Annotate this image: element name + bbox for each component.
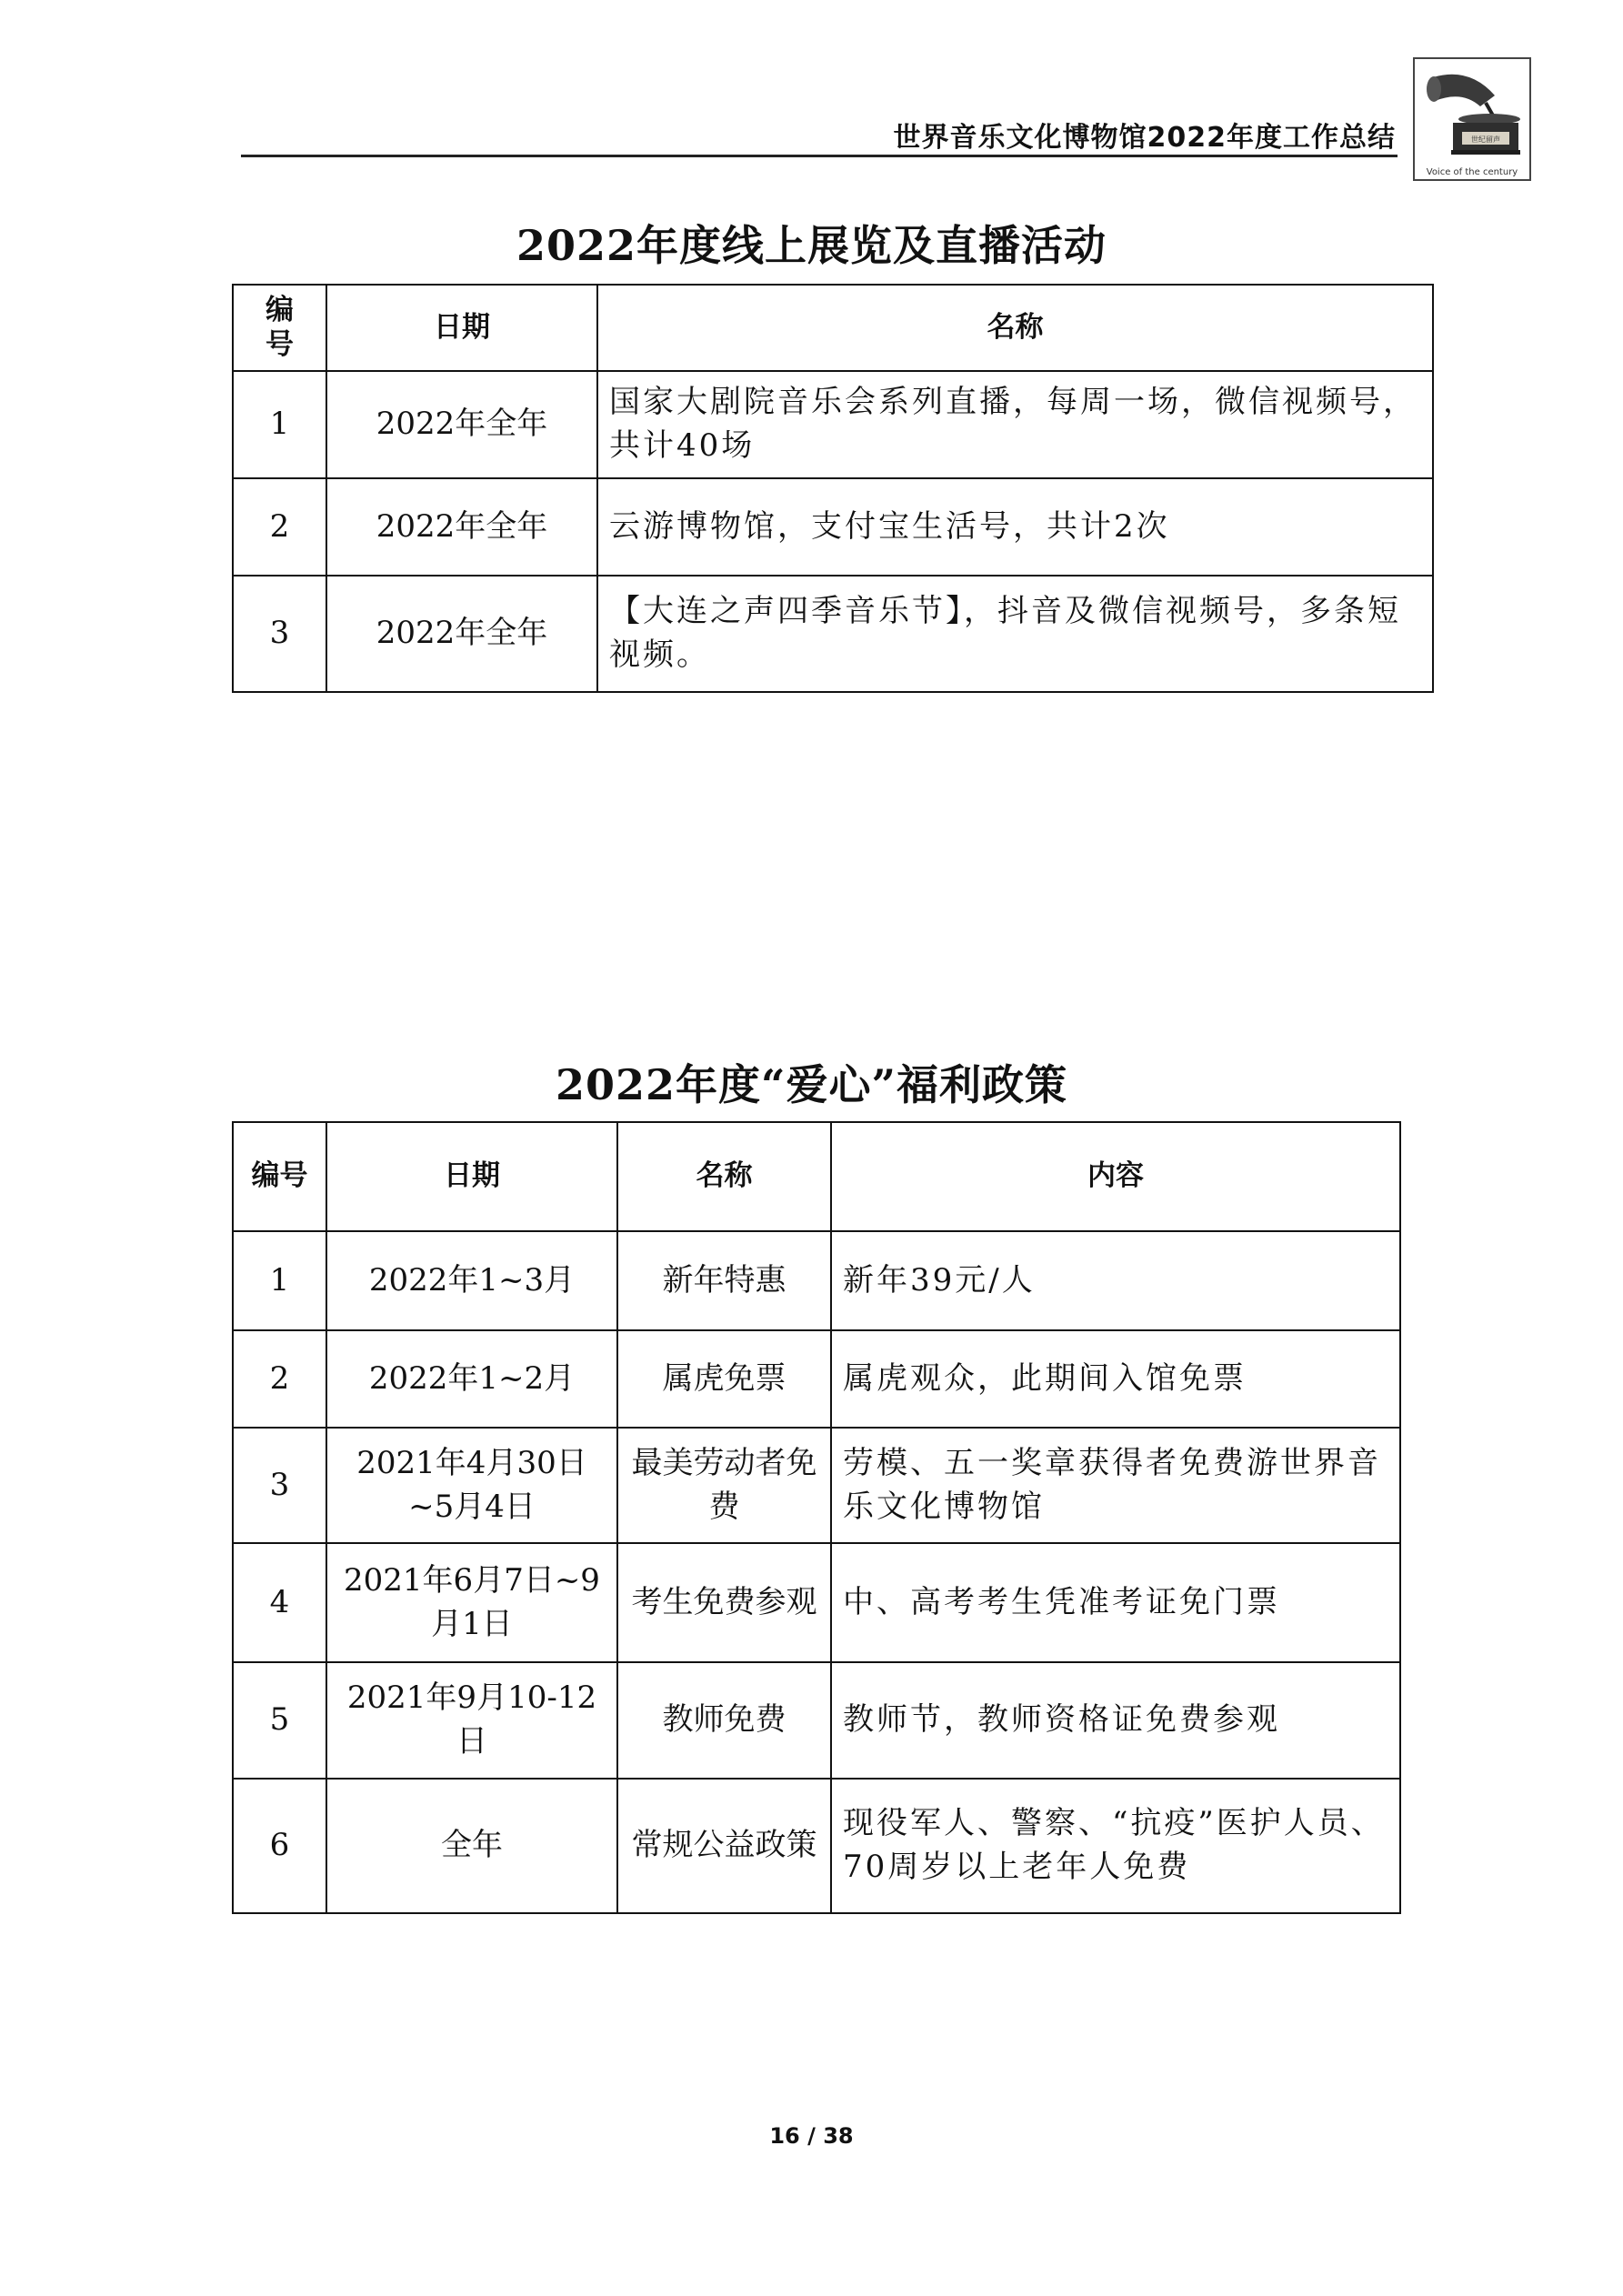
row-name: 云游博物馆，支付宝生活号，共计2次 bbox=[597, 478, 1433, 576]
col-header-date: 日期 bbox=[326, 1122, 617, 1231]
row-date: 全年 bbox=[326, 1779, 617, 1913]
logo-caption: Voice of the century bbox=[1426, 167, 1518, 177]
table-row bbox=[233, 371, 1433, 478]
row-date: 2021年6月7日~9月1日 bbox=[326, 1543, 617, 1662]
row-date: 2022年全年 bbox=[326, 576, 597, 692]
row-name: 教师免费 bbox=[617, 1662, 831, 1779]
table-header-row bbox=[233, 1122, 1400, 1231]
table-row bbox=[233, 1428, 1400, 1543]
table-row bbox=[233, 478, 1433, 576]
col-header-name: 名称 bbox=[597, 285, 1433, 371]
row-content: 属虎观众，此期间入馆免票 bbox=[831, 1330, 1400, 1428]
row-number: 3 bbox=[233, 1428, 326, 1543]
row-date: 2022年1~3月 bbox=[326, 1231, 617, 1330]
table2-title: 2022年度“爱心”福利政策 bbox=[556, 1060, 1067, 1109]
row-content: 中、高考考生凭准考证免门票 bbox=[831, 1543, 1400, 1662]
table-row bbox=[233, 1662, 1400, 1779]
table-row bbox=[233, 1330, 1400, 1428]
row-number: 5 bbox=[233, 1662, 326, 1779]
museum-logo bbox=[1413, 57, 1531, 181]
row-name: 考生免费参观 bbox=[617, 1543, 831, 1662]
row-name: 属虎免票 bbox=[617, 1330, 831, 1428]
table-row bbox=[233, 576, 1433, 692]
row-number: 2 bbox=[233, 478, 326, 576]
row-content: 教师节，教师资格证免费参观 bbox=[831, 1662, 1400, 1779]
logo-plate-text: 世纪留声 bbox=[1471, 135, 1500, 144]
header-rule bbox=[241, 155, 1398, 157]
page-number: 16 / 38 bbox=[769, 2123, 854, 2149]
col-header-date: 日期 bbox=[326, 285, 597, 371]
row-name: 【大连之声四季音乐节】，抖音及微信视频号，多条短视频。 bbox=[597, 576, 1433, 692]
table-row bbox=[233, 1543, 1400, 1662]
row-number: 3 bbox=[233, 576, 326, 692]
col-header-number: 编号 bbox=[233, 285, 326, 371]
gramophone-icon bbox=[1415, 59, 1529, 161]
col-header-number: 编号 bbox=[233, 1122, 326, 1231]
row-name: 国家大剧院音乐会系列直播，每周一场，微信视频号，共计40场 bbox=[597, 371, 1433, 478]
row-date: 2022年全年 bbox=[326, 478, 597, 576]
row-number: 2 bbox=[233, 1330, 326, 1428]
table1-title: 2022年度线上展览及直播活动 bbox=[516, 221, 1107, 270]
row-number: 6 bbox=[233, 1779, 326, 1913]
document-header-title: 世界音乐文化博物馆2022年度工作总结 bbox=[893, 122, 1396, 154]
row-date: 2022年全年 bbox=[326, 371, 597, 478]
row-name: 常规公益政策 bbox=[617, 1779, 831, 1913]
row-number: 4 bbox=[233, 1543, 326, 1662]
row-name: 最美劳动者免费 bbox=[617, 1428, 831, 1543]
welfare-policy-table bbox=[232, 1121, 1401, 1914]
table-row bbox=[233, 1779, 1400, 1913]
online-exhibitions-table bbox=[232, 284, 1434, 693]
row-content: 新年39元/人 bbox=[831, 1231, 1400, 1330]
table-row bbox=[233, 1231, 1400, 1330]
col-header-name: 名称 bbox=[617, 1122, 831, 1231]
col-header-content: 内容 bbox=[831, 1122, 1400, 1231]
row-date: 2021年4月30日~5月4日 bbox=[326, 1428, 617, 1543]
row-content: 劳模、五一奖章获得者免费游世界音乐文化博物馆 bbox=[831, 1428, 1400, 1543]
table-header-row bbox=[233, 285, 1433, 371]
row-date: 2022年1~2月 bbox=[326, 1330, 617, 1428]
row-date: 2021年9月10-12日 bbox=[326, 1662, 617, 1779]
row-number: 1 bbox=[233, 1231, 326, 1330]
row-name: 新年特惠 bbox=[617, 1231, 831, 1330]
row-content: 现役军人、警察、“抗疫”医护人员、70周岁以上老年人免费 bbox=[831, 1779, 1400, 1913]
row-number: 1 bbox=[233, 371, 326, 478]
